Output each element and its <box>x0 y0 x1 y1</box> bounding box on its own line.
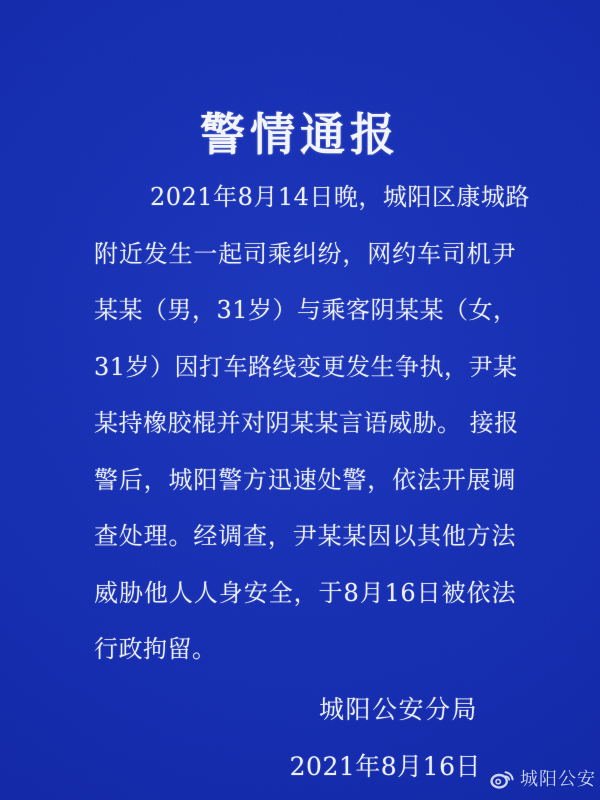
notice-title: 警情通报 <box>199 108 400 162</box>
notice-date: 2021年8月16日 <box>289 752 481 781</box>
notice-body-line: 行政拘留。 <box>94 635 217 663</box>
notice-body-line: 威胁他人人身安全，于8月16日被依法 <box>94 578 516 607</box>
notice-body <box>94 169 530 678</box>
notice-body-line: 2021年8月14日晚，城阳区康城路 <box>150 183 530 211</box>
notice-body-line: 附近发生一起司乘纠纷，网约车司机尹 <box>94 239 516 268</box>
weibo-icon <box>490 767 515 789</box>
weibo-watermark <box>490 765 596 791</box>
notice-body-line: 查处理。经调查，尹某某因以其他方法 <box>94 522 516 550</box>
notice-body-line: 某持橡胶棍并对阴某某言语威胁。 接报 <box>94 409 519 437</box>
notice-body-line: 31岁）因打车路线变更发生争执，尹某 <box>94 352 518 381</box>
watermark-label: 城阳公安 <box>520 769 596 790</box>
notice-body-line: 某某（男，31岁）与乘客阴某某（女， <box>94 296 518 324</box>
issuing-authority: 城阳公安分局 <box>318 695 478 724</box>
notice-body-line: 警后，城阳警方迅速处警，依法开展调 <box>94 465 516 494</box>
